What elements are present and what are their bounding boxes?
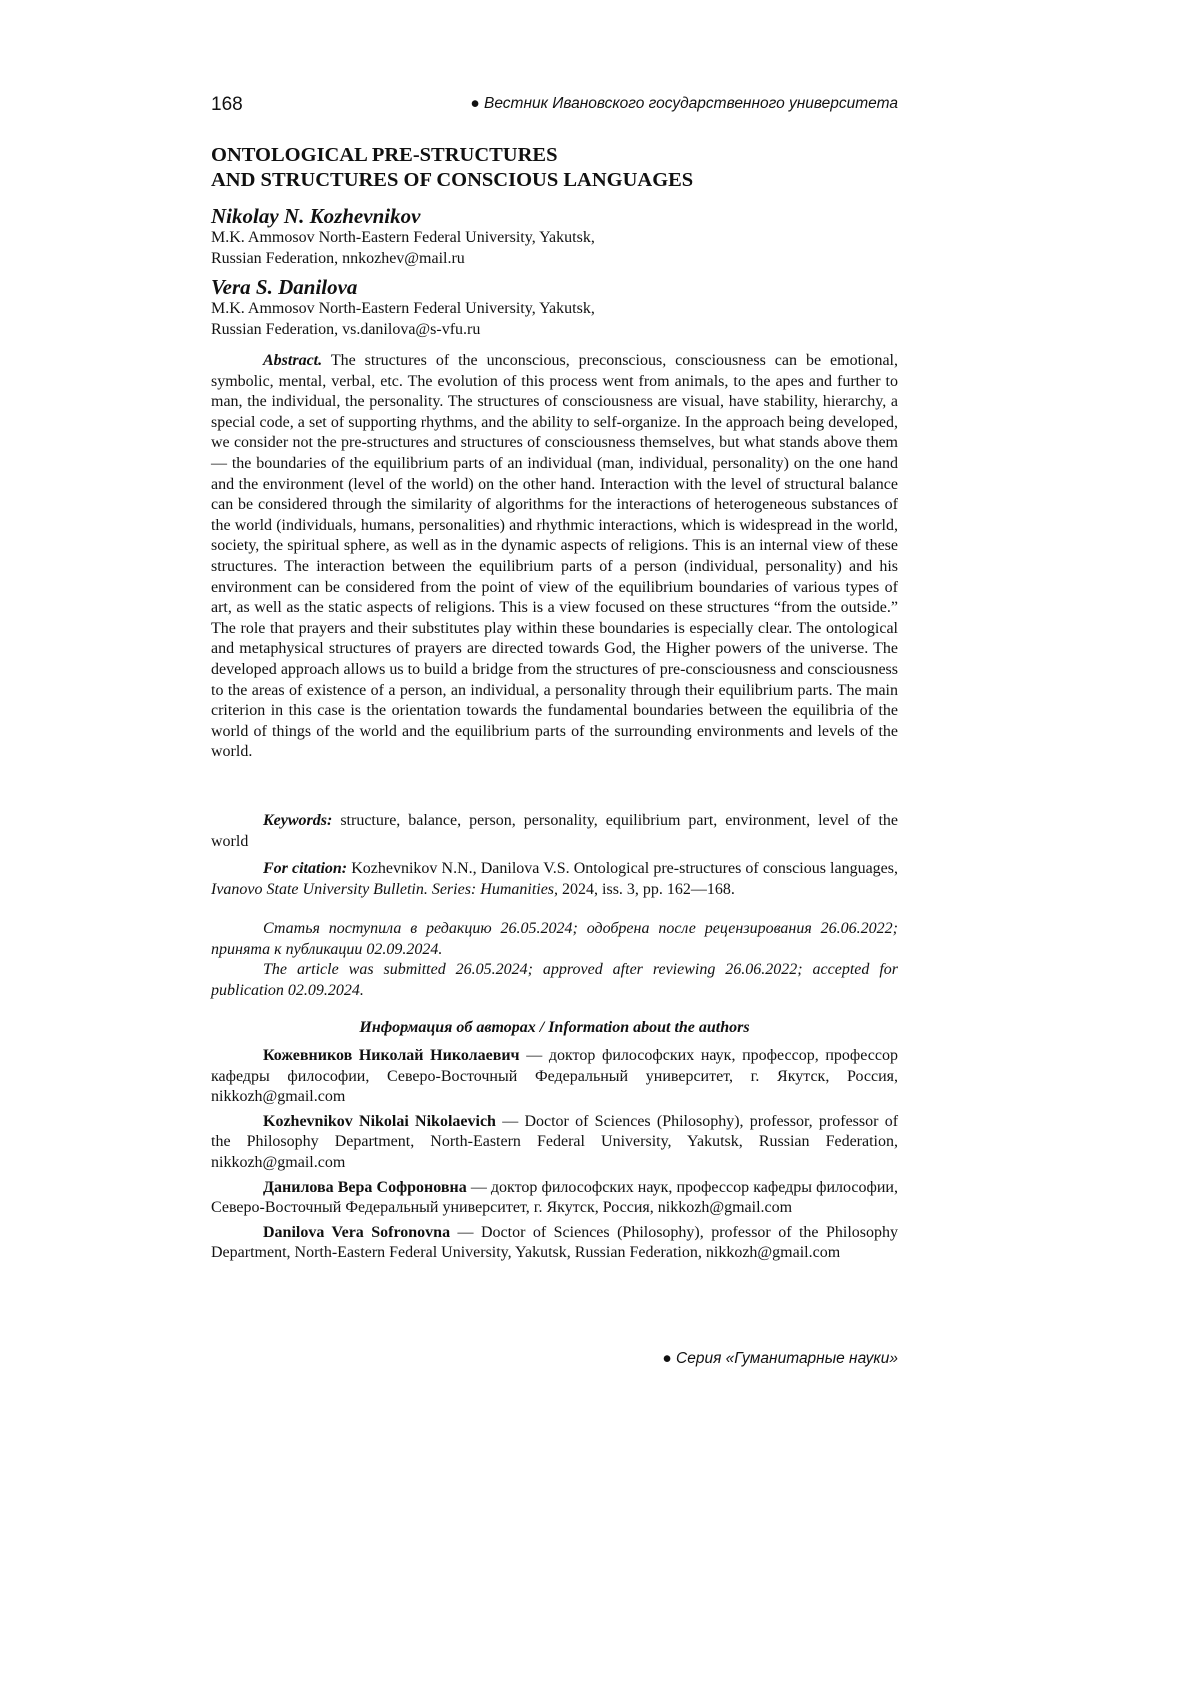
series-footer: ● Серия «Гуманитарные науки» (662, 1350, 898, 1367)
author-affiliation-email: Russian Federation, nnkozhev@mail.ru (211, 249, 465, 267)
article-title (211, 143, 693, 193)
author-info-name: Кожевников Николай Николаевич (263, 1047, 520, 1064)
authors-info (211, 1046, 898, 1268)
journal-name: ● Вестник Ивановского государственного университета (470, 95, 898, 112)
author-info-text: — доктор философских наук, профессор кафедры философии, Северо-Восточный Федеральный университет, г. Якутск, Россия, nikkozh@gmail.com (211, 1178, 898, 1217)
author-info-name: Danilova Vera Sofronovna (263, 1223, 451, 1241)
author-name: Nikolay N. Kozhevnikov (211, 204, 421, 228)
citation (211, 859, 898, 900)
author-affiliation-email: Russian Federation, vs.danilova@s-vfu.ru (211, 320, 481, 338)
submission-dates (211, 919, 898, 1001)
author-info-entry (211, 1112, 898, 1174)
dates-ru: Статья поступила в редакцию 26.05.2024; одобрена после рецензирования 26.06.2022; принята к публикации 02.09.2024. (211, 920, 898, 958)
page-number: 168 (211, 94, 243, 115)
authors-info-heading: Информация об авторах / Information about the authors (359, 1019, 750, 1036)
author-info-entry (211, 1178, 898, 1219)
title-line-1: ONTOLOGICAL PRE-STRUCTURES (211, 144, 558, 166)
author-info-name: Kozhevnikov Nikolai Nikolaevich (263, 1112, 496, 1130)
citation-label: For citation: (263, 860, 348, 877)
citation-journal: Ivanovo State University Bulletin. Series: Humanities, (211, 880, 559, 898)
keywords (211, 811, 898, 852)
author-info-name: Данилова Вера Софроновна (263, 1178, 467, 1196)
author-info-entry (211, 1223, 898, 1264)
citation-text: Kozhevnikov N.N., Danilova V.S. Ontological pre-structures of conscious languages, (351, 860, 898, 877)
author-affiliation: M.K. Ammosov North-Eastern Federal University, Yakutsk, (211, 300, 595, 317)
author-info-text: — доктор философских наук, профессор, профессор кафедры философии, Северо-Восточный Федеральный университет, г. Якутск, Россия, nikkozh@gmail.com (211, 1047, 898, 1106)
abstract-text: The structures of the unconscious, preconscious, consciousness can be emotional, symbolic, mental, verbal, etc. The evolution of this process went from animals, to the apes and further to man, the individual, the personality. The structures of consciousness are visual, have stability, hierarchy, a special code, a set of supporting rhythms, and the ability to self-organize. In the approach being developed, we consider not the pre-structures and structures of consciousness themselves, but what stands above them — the boundaries of the equilibrium parts of an individual (man, individual, personality) on the one hand and the environment (level of the world) on the other hand. Interaction with the level of structural balance can be considered through the similarity of algorithms for the interactions of heterogeneous substances of the world (individuals, humans, personalities) and rhythmic interactions, which is widespread in the world, society, the spiritual sphere, as well as in the dynamic aspects of religions. This is an internal view of these structures. The interaction between the equilibrium parts of a person (individual, personality) and his environment can be considered from the point of view of the equilibrium boundaries of various types of art, as well as the static aspects of religions. This is a view focused on these structures “from the outside.” The role that prayers and their substitutes play within these boundaries is especially clear. The ontological and metaphysical structures of prayers are directed towards God, the Higher powers of the universe. The developed approach allows us to build a bridge from the structures of pre-consciousness and consciousness to the areas of existence of a person, an individual, a personality through their equilibrium parts. The main criterion in this case is the orientation towards the fundamental boundaries between the equilibria of the world of things of the world and the equilibrium parts of the surrounding environments and levels of the world. (211, 352, 899, 761)
author-info-text: — Doctor of Sciences (Philosophy), professor of the Philosophy Department, North-Eastern Federal University, Yakutsk, Russian Federation, nikkozh@gmail.com (211, 1223, 898, 1262)
author-info-entry (211, 1046, 898, 1108)
abstract-label: Abstract. (263, 352, 323, 369)
keywords-text: structure, balance, person, personality, equilibrium part, environment, level of the world (211, 812, 899, 850)
author-affiliation: M.K. Ammosov North-Eastern Federal University, Yakutsk, (211, 229, 595, 246)
title-line-2: AND STRUCTURES OF CONSCIOUS LANGUAGES (211, 169, 694, 191)
author-info-text: — Doctor of Sciences (Philosophy), professor, professor of the Philosophy Department, North-Eastern Federal University, Yakutsk, Russian Federation, nikkozh@gmail.com (211, 1112, 899, 1171)
author-block-1 (211, 204, 595, 269)
abstract (211, 351, 898, 763)
citation-issue: 2024, iss. 3, pp. 162—168. (562, 880, 735, 898)
author-name: Vera S. Danilova (211, 275, 358, 299)
author-block-2 (211, 275, 595, 340)
keywords-label: Keywords: (263, 812, 333, 829)
dates-en: The article was submitted 26.05.2024; approved after reviewing 26.06.2022; accepted for publication 02.09.2024. (211, 961, 898, 999)
